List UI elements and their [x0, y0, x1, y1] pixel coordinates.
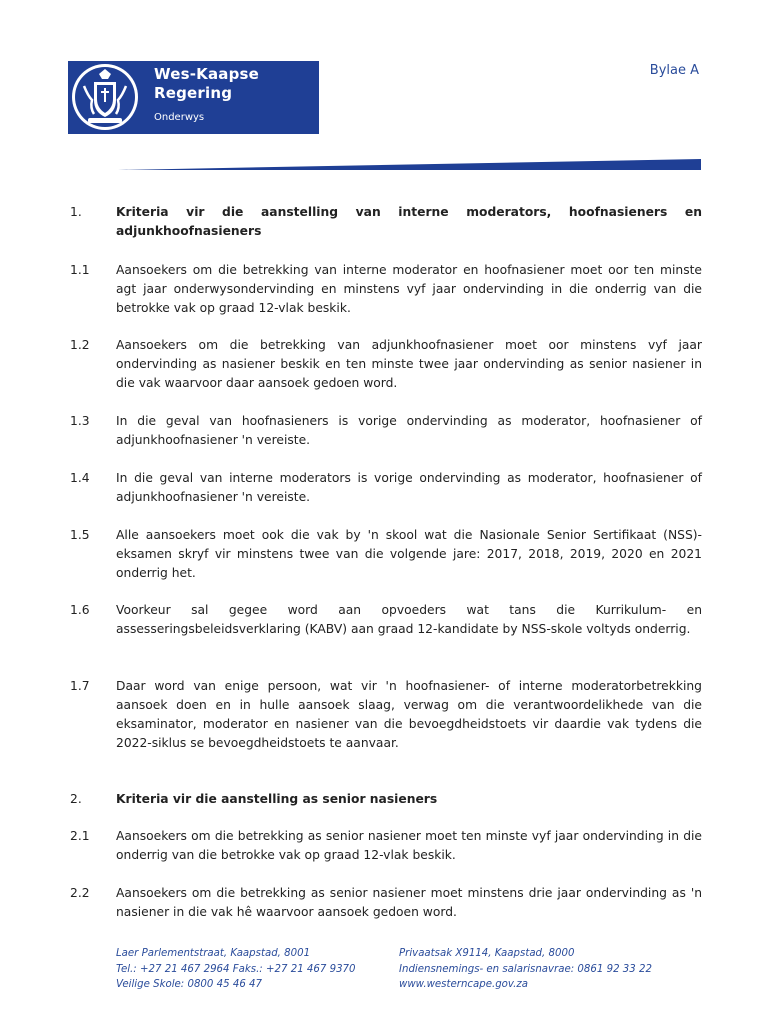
section-number: 2.	[70, 792, 82, 806]
section-item	[70, 884, 702, 922]
section-heading: Kriteria vir die aanstelling van interne moderators, hoofnasieners en adjunkhoofnasieners	[116, 205, 702, 238]
organization-name-line2: Regering	[154, 84, 233, 102]
footer-phone-fax: Tel.: +27 21 467 2964 Faks.: +27 21 467 9370	[116, 963, 356, 975]
section-item	[70, 412, 702, 450]
section-number: 1.	[70, 205, 82, 219]
footer-left	[116, 946, 356, 993]
section-text: Aansoekers om die betrekking as senior nasiener moet minstens drie jaar ondervinding as 'n nasiener in die vak hê waarvoor aansoek gedoen word.	[116, 886, 702, 919]
section-number: 2.2	[70, 886, 90, 900]
section-text: Daar word van enige persoon, wat vir 'n hoofnasiener- of interne moderatorbetrekking aansoek doen en in hulle aansoek slaag, verwag om die verantwoordelikhede van die eksaminator, moderator en nasiener van die bevoegdheidstoets vir daardie vak tydens die 2022-siklus se bevoegdheidstoets te aanvaar.	[116, 679, 702, 750]
footer-enquiries: Indiensnemings- en salarisnavrae: 0861 92 33 22	[399, 963, 652, 975]
organization-name-line1: Wes-Kaapse	[154, 65, 260, 83]
footer-website: www.westerncape.gov.za	[399, 979, 528, 990]
section-item	[70, 261, 702, 318]
section-number: 1.6	[70, 603, 90, 617]
section-heading: Kriteria vir die aanstelling as senior nasieners	[116, 792, 438, 806]
section-text: Voorkeur sal gegee word aan opvoeders wat tans die Kurrikulum- en assesseringsbeleidsverklaring (KABV) aan graad 12-kandidate by NSS-skole voltyds onderrig.	[116, 603, 702, 636]
annex-label: Bylae A	[649, 63, 699, 78]
footer-right	[399, 946, 652, 993]
section-text: Aansoekers om die betrekking as senior nasiener moet ten minste vyf jaar ondervinding in die onderrig van die betrokke vak op graad 12-vlak beskik.	[116, 829, 702, 862]
section-number: 1.3	[70, 414, 90, 428]
section-text: Alle aansoekers moet ook die vak by 'n skool wat die Nasionale Senior Sertifikaat (NSS)-eksamen skryf vir minstens twee van die volgende jare: 2017, 2018, 2019, 2020 en 2021 onderrig het.	[116, 528, 702, 580]
section-text: In die geval van hoofnasieners is vorige ondervinding as moderator, hoofnasiener of adjunkhoofnasiener 'n vereiste.	[116, 414, 702, 447]
section-number: 1.2	[70, 338, 90, 352]
government-logo	[68, 61, 319, 134]
section-item	[70, 469, 702, 507]
section-item	[70, 336, 702, 393]
section-item	[70, 790, 702, 809]
section-item	[70, 601, 702, 639]
section-item	[70, 203, 702, 241]
footer-safe-schools: Veilige Skole: 0800 45 46 47	[116, 979, 263, 990]
section-item	[70, 677, 702, 753]
coat-of-arms-icon	[70, 62, 140, 132]
section-number: 1.5	[70, 528, 90, 542]
section-number: 1.4	[70, 471, 90, 485]
department-name: Onderwys	[154, 112, 205, 123]
section-number: 1.1	[70, 263, 90, 277]
section-item	[70, 526, 702, 583]
organization-name	[154, 65, 259, 103]
footer-address: Laer Parlementstraat, Kaapstad, 8001	[116, 948, 311, 959]
footer-postal: Privaatsak X9114, Kaapstad, 8000	[399, 948, 575, 959]
section-number: 2.1	[70, 829, 90, 843]
header-divider	[118, 156, 701, 171]
section-item	[70, 827, 702, 865]
section-text: Aansoekers om die betrekking van interne moderator en hoofnasiener moet oor ten minste agt jaar onderwysondervinding en minstens vyf jaar ondervinding in die onderrig van die betrokke vak op graad 12-vlak beskik.	[116, 263, 702, 315]
section-number: 1.7	[70, 679, 90, 693]
section-text: Aansoekers om die betrekking van adjunkhoofnasiener moet oor minstens vyf jaar ondervinding as nasiener beskik en ten minste twee jaar ondervinding as senior nasiener in die vak waarvoor daar aansoek gedoen word.	[116, 338, 702, 390]
section-text: In die geval van interne moderators is vorige ondervinding as moderator, hoofnasiener of adjunkhoofnasiener 'n vereiste.	[116, 471, 702, 504]
